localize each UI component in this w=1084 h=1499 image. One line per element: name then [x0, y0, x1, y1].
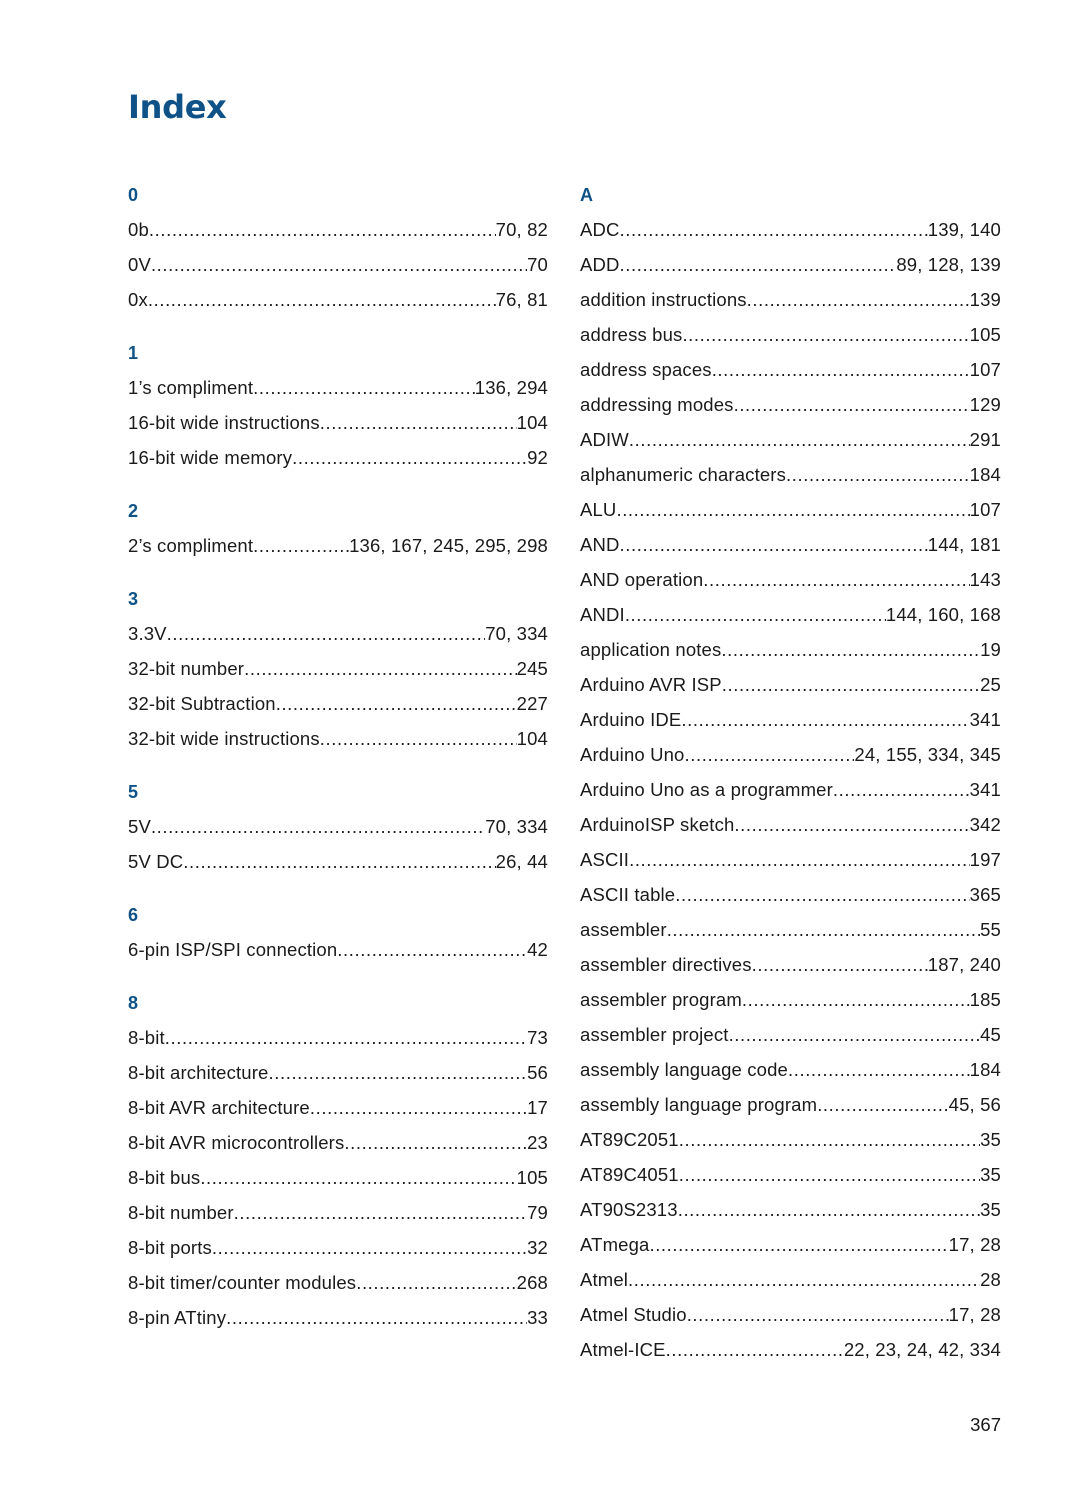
entry-pages: 92 [527, 447, 548, 468]
index-entry [128, 446, 548, 481]
index-entry [128, 657, 548, 692]
dot-leader [687, 1303, 949, 1327]
dot-leader [729, 1023, 981, 1047]
index-entry [580, 1023, 1001, 1058]
entry-term: 8-bit ports [128, 1237, 212, 1258]
entry-term: alphanumeric characters [580, 464, 787, 485]
index-entry [580, 218, 1001, 253]
entry-term: 8-bit architecture [128, 1062, 269, 1083]
dot-leader [151, 253, 527, 277]
entry-pages: 187, 240 [927, 954, 1001, 975]
dot-leader [148, 288, 496, 312]
section-letter: 0 [128, 185, 139, 205]
index-column-left [128, 183, 548, 1341]
entry-pages: 70, 334 [485, 816, 548, 837]
index-section [128, 499, 548, 569]
index-entry [128, 1026, 548, 1061]
dot-leader [629, 428, 970, 452]
index-entry [580, 778, 1001, 813]
section-letter: 8 [128, 993, 139, 1013]
entry-term: 5V [128, 816, 151, 837]
index-entry [580, 743, 1001, 778]
index-entry [580, 1338, 1001, 1373]
dot-leader [620, 218, 928, 242]
index-entry [580, 323, 1001, 358]
entry-term: Arduino Uno [580, 744, 685, 765]
index-section [128, 341, 548, 481]
dot-leader [682, 323, 969, 347]
entry-pages: 185 [969, 989, 1001, 1010]
index-entry [128, 534, 548, 569]
entry-term: assembly language program [580, 1094, 818, 1115]
dot-leader [167, 622, 486, 646]
index-entry [580, 638, 1001, 673]
section-letter: 2 [128, 501, 139, 521]
entry-pages: 104 [516, 728, 548, 749]
entry-pages: 245 [516, 658, 548, 679]
section-letter: 1 [128, 343, 139, 363]
dot-leader [151, 815, 485, 839]
dot-leader [734, 393, 970, 417]
dot-leader [234, 1201, 527, 1225]
dot-leader [703, 568, 969, 592]
entry-pages: 341 [969, 709, 1001, 730]
index-entry [580, 568, 1001, 603]
entry-term: AT89C4051 [580, 1164, 679, 1185]
entry-term: AND [580, 534, 620, 555]
index-entry [128, 850, 548, 885]
entry-pages: 136, 294 [474, 377, 548, 398]
entry-pages: 17, 28 [948, 1304, 1001, 1325]
entry-term: ADD [580, 254, 620, 275]
dot-leader [625, 603, 886, 627]
entry-term: ATmega [580, 1234, 650, 1255]
index-entry [580, 918, 1001, 953]
entry-pages: 35 [980, 1129, 1001, 1150]
dot-leader [344, 1131, 527, 1155]
entry-pages: 73 [527, 1027, 548, 1048]
entry-term: assembler project [580, 1024, 729, 1045]
entry-pages: 184 [969, 1059, 1001, 1080]
entry-term: assembler directives [580, 954, 752, 975]
entry-term: ADIW [580, 429, 629, 450]
entry-pages: 70, 334 [485, 623, 548, 644]
entry-term: Arduino Uno as a programmer [580, 779, 833, 800]
entry-term: Arduino IDE [580, 709, 682, 730]
entry-term: 3.3V [128, 623, 167, 644]
entry-pages: 89, 128, 139 [896, 254, 1001, 275]
dot-leader [356, 1271, 516, 1295]
entry-term: ANDI [580, 604, 625, 625]
entry-term: Atmel Studio [580, 1304, 687, 1325]
dot-leader [320, 727, 517, 751]
entry-term: address bus [580, 324, 683, 345]
entry-pages: 104 [516, 412, 548, 433]
section-letter: 3 [128, 589, 139, 609]
entry-pages: 184 [969, 464, 1001, 485]
index-entry [128, 1271, 548, 1306]
entry-term: 0V [128, 254, 151, 275]
dot-leader [649, 1233, 948, 1257]
index-entry [128, 1306, 548, 1341]
index-entry [580, 603, 1001, 638]
entry-term: address spaces [580, 359, 712, 380]
index-entry [580, 1233, 1001, 1268]
dot-leader [244, 657, 517, 681]
entry-term: 8-bit AVR microcontrollers [128, 1132, 345, 1153]
entry-term: 16-bit wide instructions [128, 412, 320, 433]
dot-leader [276, 692, 517, 716]
dot-leader [734, 813, 969, 837]
entry-term: Arduino AVR ISP [580, 674, 722, 695]
entry-term: assembly language code [580, 1059, 788, 1080]
section-letter: 6 [128, 905, 139, 925]
dot-leader [722, 673, 980, 697]
entry-pages: 136, 167, 245, 295, 298 [349, 535, 548, 556]
entry-pages: 26, 44 [495, 851, 548, 872]
index-entry [128, 288, 548, 323]
index-section [128, 991, 548, 1341]
entry-term: 6-pin ISP/SPI connection [128, 939, 338, 960]
entry-term: 8-bit [128, 1027, 165, 1048]
entry-pages: 28 [980, 1269, 1001, 1290]
dot-leader [817, 1093, 948, 1117]
entry-pages: 365 [969, 884, 1001, 905]
index-entry [580, 1163, 1001, 1198]
entry-pages: 25 [980, 674, 1001, 695]
entry-pages: 227 [516, 693, 548, 714]
dot-leader [742, 988, 970, 1012]
entry-pages: 76, 81 [495, 289, 548, 310]
dot-leader [666, 1338, 844, 1362]
index-entry [128, 1236, 548, 1271]
index-entry [128, 938, 548, 973]
dot-leader [616, 498, 969, 522]
entry-pages: 32 [527, 1237, 548, 1258]
index-entry [580, 1093, 1001, 1128]
entry-term: ASCII [580, 849, 630, 870]
entry-pages: 139, 140 [927, 219, 1001, 240]
entry-pages: 17 [527, 1097, 548, 1118]
dot-leader [253, 376, 475, 400]
entry-pages: 197 [969, 849, 1001, 870]
index-entry [128, 815, 548, 850]
entry-pages: 107 [969, 499, 1001, 520]
index-entry [580, 1198, 1001, 1233]
index-entry [128, 218, 548, 253]
index-column-right [580, 183, 1001, 1373]
dot-leader [629, 848, 970, 872]
index-entry [580, 358, 1001, 393]
entry-pages: 33 [527, 1307, 548, 1328]
index-entry [128, 411, 548, 446]
index-section [128, 903, 548, 973]
index-entry [128, 727, 548, 762]
dot-leader [675, 883, 969, 907]
entry-term: 32-bit wide instructions [128, 728, 320, 749]
dot-leader [788, 1058, 970, 1082]
index-entry [580, 1303, 1001, 1338]
dot-leader [620, 533, 928, 557]
dot-leader [667, 918, 980, 942]
index-entry [128, 1061, 548, 1096]
dot-leader [628, 1268, 980, 1292]
dot-leader [337, 938, 527, 962]
entry-term: ASCII table [580, 884, 676, 905]
entry-term: 8-pin ATtiny [128, 1307, 227, 1328]
entry-term: application notes [580, 639, 722, 660]
dot-leader [620, 253, 897, 277]
dot-leader [721, 638, 980, 662]
section-letter: 5 [128, 782, 139, 802]
dot-leader [292, 446, 527, 470]
index-entry [580, 1058, 1001, 1093]
entry-term: Atmel [580, 1269, 629, 1290]
entry-pages: 105 [516, 1167, 548, 1188]
index-entry [580, 813, 1001, 848]
index-entry [128, 1131, 548, 1166]
dot-leader [681, 708, 969, 732]
entry-term: 16-bit wide memory [128, 447, 293, 468]
dot-leader [183, 850, 495, 874]
entry-term: 8-bit timer/counter modules [128, 1272, 357, 1293]
dot-leader [712, 358, 970, 382]
entry-pages: 17, 28 [948, 1234, 1001, 1255]
index-entry [580, 708, 1001, 743]
entry-term: assembler [580, 919, 667, 940]
entry-pages: 70, 82 [495, 219, 548, 240]
entry-pages: 129 [969, 394, 1001, 415]
dot-leader [310, 1096, 527, 1120]
index-entry [580, 988, 1001, 1023]
entry-term: AT90S2313 [580, 1199, 678, 1220]
entry-pages: 342 [969, 814, 1001, 835]
index-entry [128, 692, 548, 727]
index-entry [580, 498, 1001, 533]
index-entry [580, 848, 1001, 883]
entry-pages: 55 [980, 919, 1001, 940]
entry-pages: 45, 56 [948, 1094, 1001, 1115]
dot-leader [747, 288, 970, 312]
dot-leader [786, 463, 970, 487]
entry-pages: 143 [969, 569, 1001, 590]
index-entry [128, 253, 548, 288]
entry-pages: 24, 155, 334, 345 [854, 744, 1001, 765]
index-section [128, 587, 548, 762]
index-entry [128, 376, 548, 411]
index-entry [580, 1128, 1001, 1163]
entry-pages: 35 [980, 1164, 1001, 1185]
dot-leader [678, 1198, 980, 1222]
entry-term: Atmel-ICE [580, 1339, 666, 1360]
dot-leader [833, 778, 970, 802]
dot-leader [320, 411, 517, 435]
entry-term: 8-bit bus [128, 1167, 201, 1188]
index-entry [580, 428, 1001, 463]
entry-term: AT89C2051 [580, 1129, 679, 1150]
entry-pages: 56 [527, 1062, 548, 1083]
entry-pages: 268 [516, 1272, 548, 1293]
entry-term: 8-bit number [128, 1202, 234, 1223]
index-entry [580, 288, 1001, 323]
index-section [128, 780, 548, 885]
entry-term: ALU [580, 499, 617, 520]
index-entry [580, 463, 1001, 498]
entry-pages: 107 [969, 359, 1001, 380]
dot-leader [685, 743, 855, 767]
index-entry [128, 1201, 548, 1236]
entry-pages: 341 [969, 779, 1001, 800]
dot-leader [165, 1026, 527, 1050]
entry-term: 0x [128, 289, 148, 310]
index-entry [580, 673, 1001, 708]
index-entry [580, 1268, 1001, 1303]
index-entry [580, 253, 1001, 288]
dot-leader [679, 1163, 980, 1187]
section-letter: A [580, 185, 593, 205]
entry-pages: 144, 181 [927, 534, 1001, 555]
entry-term: ADC [580, 219, 620, 240]
entry-pages: 79 [527, 1202, 548, 1223]
entry-term: AND operation [580, 569, 704, 590]
entry-pages: 23 [527, 1132, 548, 1153]
index-entry [128, 1166, 548, 1201]
entry-pages: 22, 23, 24, 42, 334 [843, 1339, 1001, 1360]
index-entry [580, 393, 1001, 428]
page-title: Index [128, 88, 227, 126]
entry-pages: 45 [980, 1024, 1001, 1045]
index-entry [580, 533, 1001, 568]
entry-term: assembler program [580, 989, 742, 1010]
entry-pages: 19 [980, 639, 1001, 660]
dot-leader [212, 1236, 527, 1260]
dot-leader [149, 218, 496, 242]
index-entry [580, 883, 1001, 918]
entry-term: addition instructions [580, 289, 747, 310]
dot-leader [253, 534, 349, 558]
dot-leader [200, 1166, 516, 1190]
entry-pages: 35 [980, 1199, 1001, 1220]
entry-pages: 139 [969, 289, 1001, 310]
entry-term: 1’s compliment [128, 377, 254, 398]
dot-leader [752, 953, 928, 977]
entry-pages: 70 [527, 254, 548, 275]
entry-term: 2’s compliment [128, 535, 254, 556]
index-entry [128, 1096, 548, 1131]
dot-leader [226, 1306, 527, 1330]
dot-leader [679, 1128, 980, 1152]
index-entry [580, 953, 1001, 988]
entry-pages: 105 [969, 324, 1001, 345]
entry-pages: 144, 160, 168 [885, 604, 1001, 625]
entry-term: 32-bit Subtraction [128, 693, 276, 714]
entry-pages: 291 [969, 429, 1001, 450]
entry-term: 32-bit number [128, 658, 245, 679]
page-number: 367 [970, 1414, 1001, 1435]
index-section [128, 183, 548, 323]
entry-term: 8-bit AVR architecture [128, 1097, 310, 1118]
dot-leader [268, 1061, 527, 1085]
entry-term: ArduinoISP sketch [580, 814, 735, 835]
index-section [580, 183, 1001, 1373]
entry-term: 0b [128, 219, 149, 240]
entry-term: addressing modes [580, 394, 734, 415]
index-entry [128, 622, 548, 657]
entry-pages: 42 [527, 939, 548, 960]
entry-term: 5V DC [128, 851, 184, 872]
